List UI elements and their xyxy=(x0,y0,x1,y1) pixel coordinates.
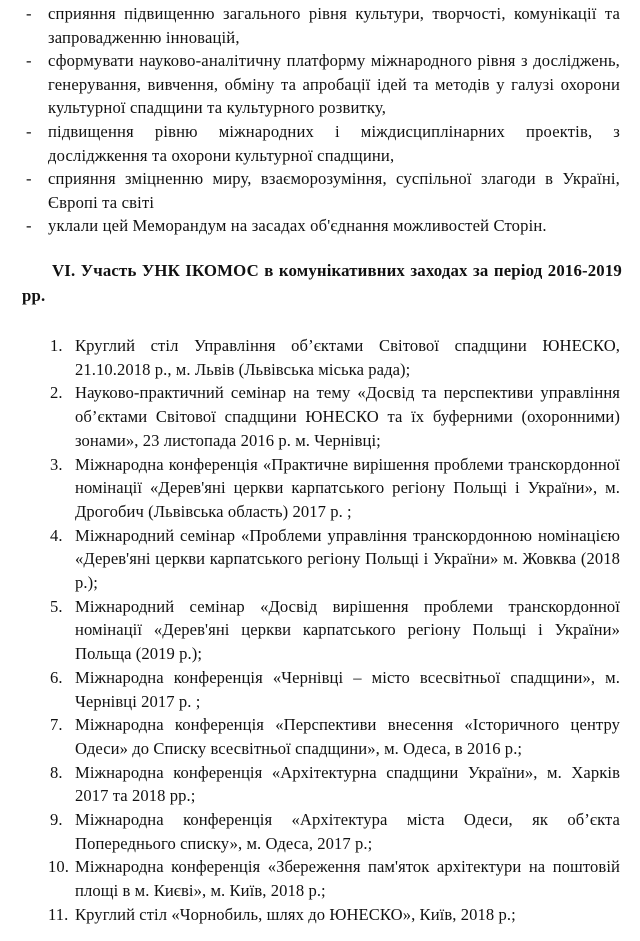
intro-bullet-text: підвищення рівню міжнародних і міждисциплінарних проектів, з досліджкення та охорони культурної спадщини, xyxy=(48,121,620,165)
event-item-number: 11. xyxy=(48,904,69,924)
event-item-number: 3. xyxy=(50,454,63,474)
event-item-text: Круглий стіл Управління об’єктами Світової спадщини ЮНЕСКО, 21.10.2018 р., м. Львів (Львівська міська рада); xyxy=(75,336,620,379)
event-item-number: 7. xyxy=(50,715,63,735)
events-numbered-list xyxy=(0,334,640,927)
intro-bullet-text: уклали цей Меморандум на засадах об'єднання можливостей Сторін. xyxy=(48,216,547,236)
event-item-text: Науково-практичний семінар на тему «Досвід та перспективи управління об’єктами Світової спадщини ЮНЕСКО та їх буферними (охоронними) зонами», 23 листопада 2016 р. м. Чернівці; xyxy=(75,383,620,450)
intro-bullet-item xyxy=(0,167,640,214)
bullet-dash-marker: - xyxy=(26,121,32,141)
event-list-item xyxy=(0,334,640,381)
event-list-item xyxy=(0,595,640,666)
intro-bullet-item xyxy=(0,214,640,238)
event-item-text: Міжнародна конференція «Практичне вирішення проблеми транскордонної номінації «Дерев'яні церкви карпатського регіону Польщі і України», м. Дрогобич (Львівська область) 2017 р. ; xyxy=(75,454,620,521)
event-item-text: Круглий стіл «Чорнобиль, шлях до ЮНЕСКО», Київ, 2018 р.; xyxy=(75,904,516,924)
event-list-item xyxy=(0,761,640,808)
intro-bullet-text: сприяння підвищенню загального рівня культури, творчості, комунікації та запровадженню інновацій, xyxy=(48,4,620,47)
section-heading: VI. Участь УНК ІКОМОС в комунікативних заходах за період 2016-2019 рр. xyxy=(22,261,622,305)
event-item-number: 5. xyxy=(50,596,63,616)
event-item-number: 2. xyxy=(50,383,63,403)
event-list-item xyxy=(0,666,640,713)
event-list-item xyxy=(0,381,640,452)
event-list-item xyxy=(0,808,640,855)
event-list-item xyxy=(0,713,640,760)
event-list-item xyxy=(0,453,640,524)
intro-bullet-item xyxy=(0,120,640,167)
event-item-number: 8. xyxy=(50,762,63,782)
event-item-number: 1. xyxy=(50,336,63,355)
intro-bullet-text: сприяння зміцненню миру, взаєморозуміння, суспільної злагоди в Україні, Європі та світі xyxy=(48,169,620,212)
bullet-dash-marker: - xyxy=(26,169,32,189)
event-list-item xyxy=(0,524,640,595)
bullet-dash-marker: - xyxy=(26,51,32,71)
event-item-text: Міжнародна конференція «Архітектурна спадщини України», м. Харків 2017 та 2018 рр.; xyxy=(75,762,620,806)
event-item-text: Міжнародна конференція «Чернівці – місто всесвітньої спадщини», м. Чернівці 2017 р. ; xyxy=(75,667,620,711)
event-item-number: 6. xyxy=(50,667,63,687)
intro-bullet-item xyxy=(0,49,640,120)
event-item-text: Міжнародна конференція «Перспективи внесення «Історичного центру Одеси» до Списку всесвітньої спадщини», м. Одеса, в 2016 р.; xyxy=(75,715,620,758)
event-item-text: Міжнародний семінар «Досвід вирішення проблеми транскордонної номінації «Дерев'яні церкви карпатського регіону Польщі і України» Польща (2019 р.); xyxy=(75,596,620,664)
bullet-dash-marker: - xyxy=(26,216,32,236)
event-item-text: Міжнародний семінар «Проблеми управління транскордонною номінацією «Дерев'яні церкви карпатського регіону Польщі і України» м. Жовква (2018 р.); xyxy=(75,525,620,593)
event-list-item xyxy=(0,855,640,902)
bullet-dash-marker: - xyxy=(26,4,32,23)
event-item-text: Міжнародна конференція «Збереження пам'яток архітектури на поштовій площі в м. Києві», м. Київ, 2018 р.; xyxy=(75,857,620,901)
event-list-item xyxy=(0,903,640,927)
event-item-number: 4. xyxy=(50,525,63,545)
event-item-text: Міжнародна конференція «Архітектура міста Одеси, як об’єкта Попереднього списку», м. Одеса, 2017 р.; xyxy=(75,810,620,853)
intro-bullet-list xyxy=(0,2,640,238)
intro-bullet-text: сформувати науково-аналітичну платформу міжнародного рівня з досліджень, генерування, вивчення, обміну та апробації ідей та методів у галузі охорони культурної спадщини та культурного розвитку, xyxy=(48,51,620,118)
event-item-number: 10. xyxy=(48,857,69,877)
event-item-number: 9. xyxy=(50,810,63,830)
intro-bullet-item xyxy=(0,2,640,49)
